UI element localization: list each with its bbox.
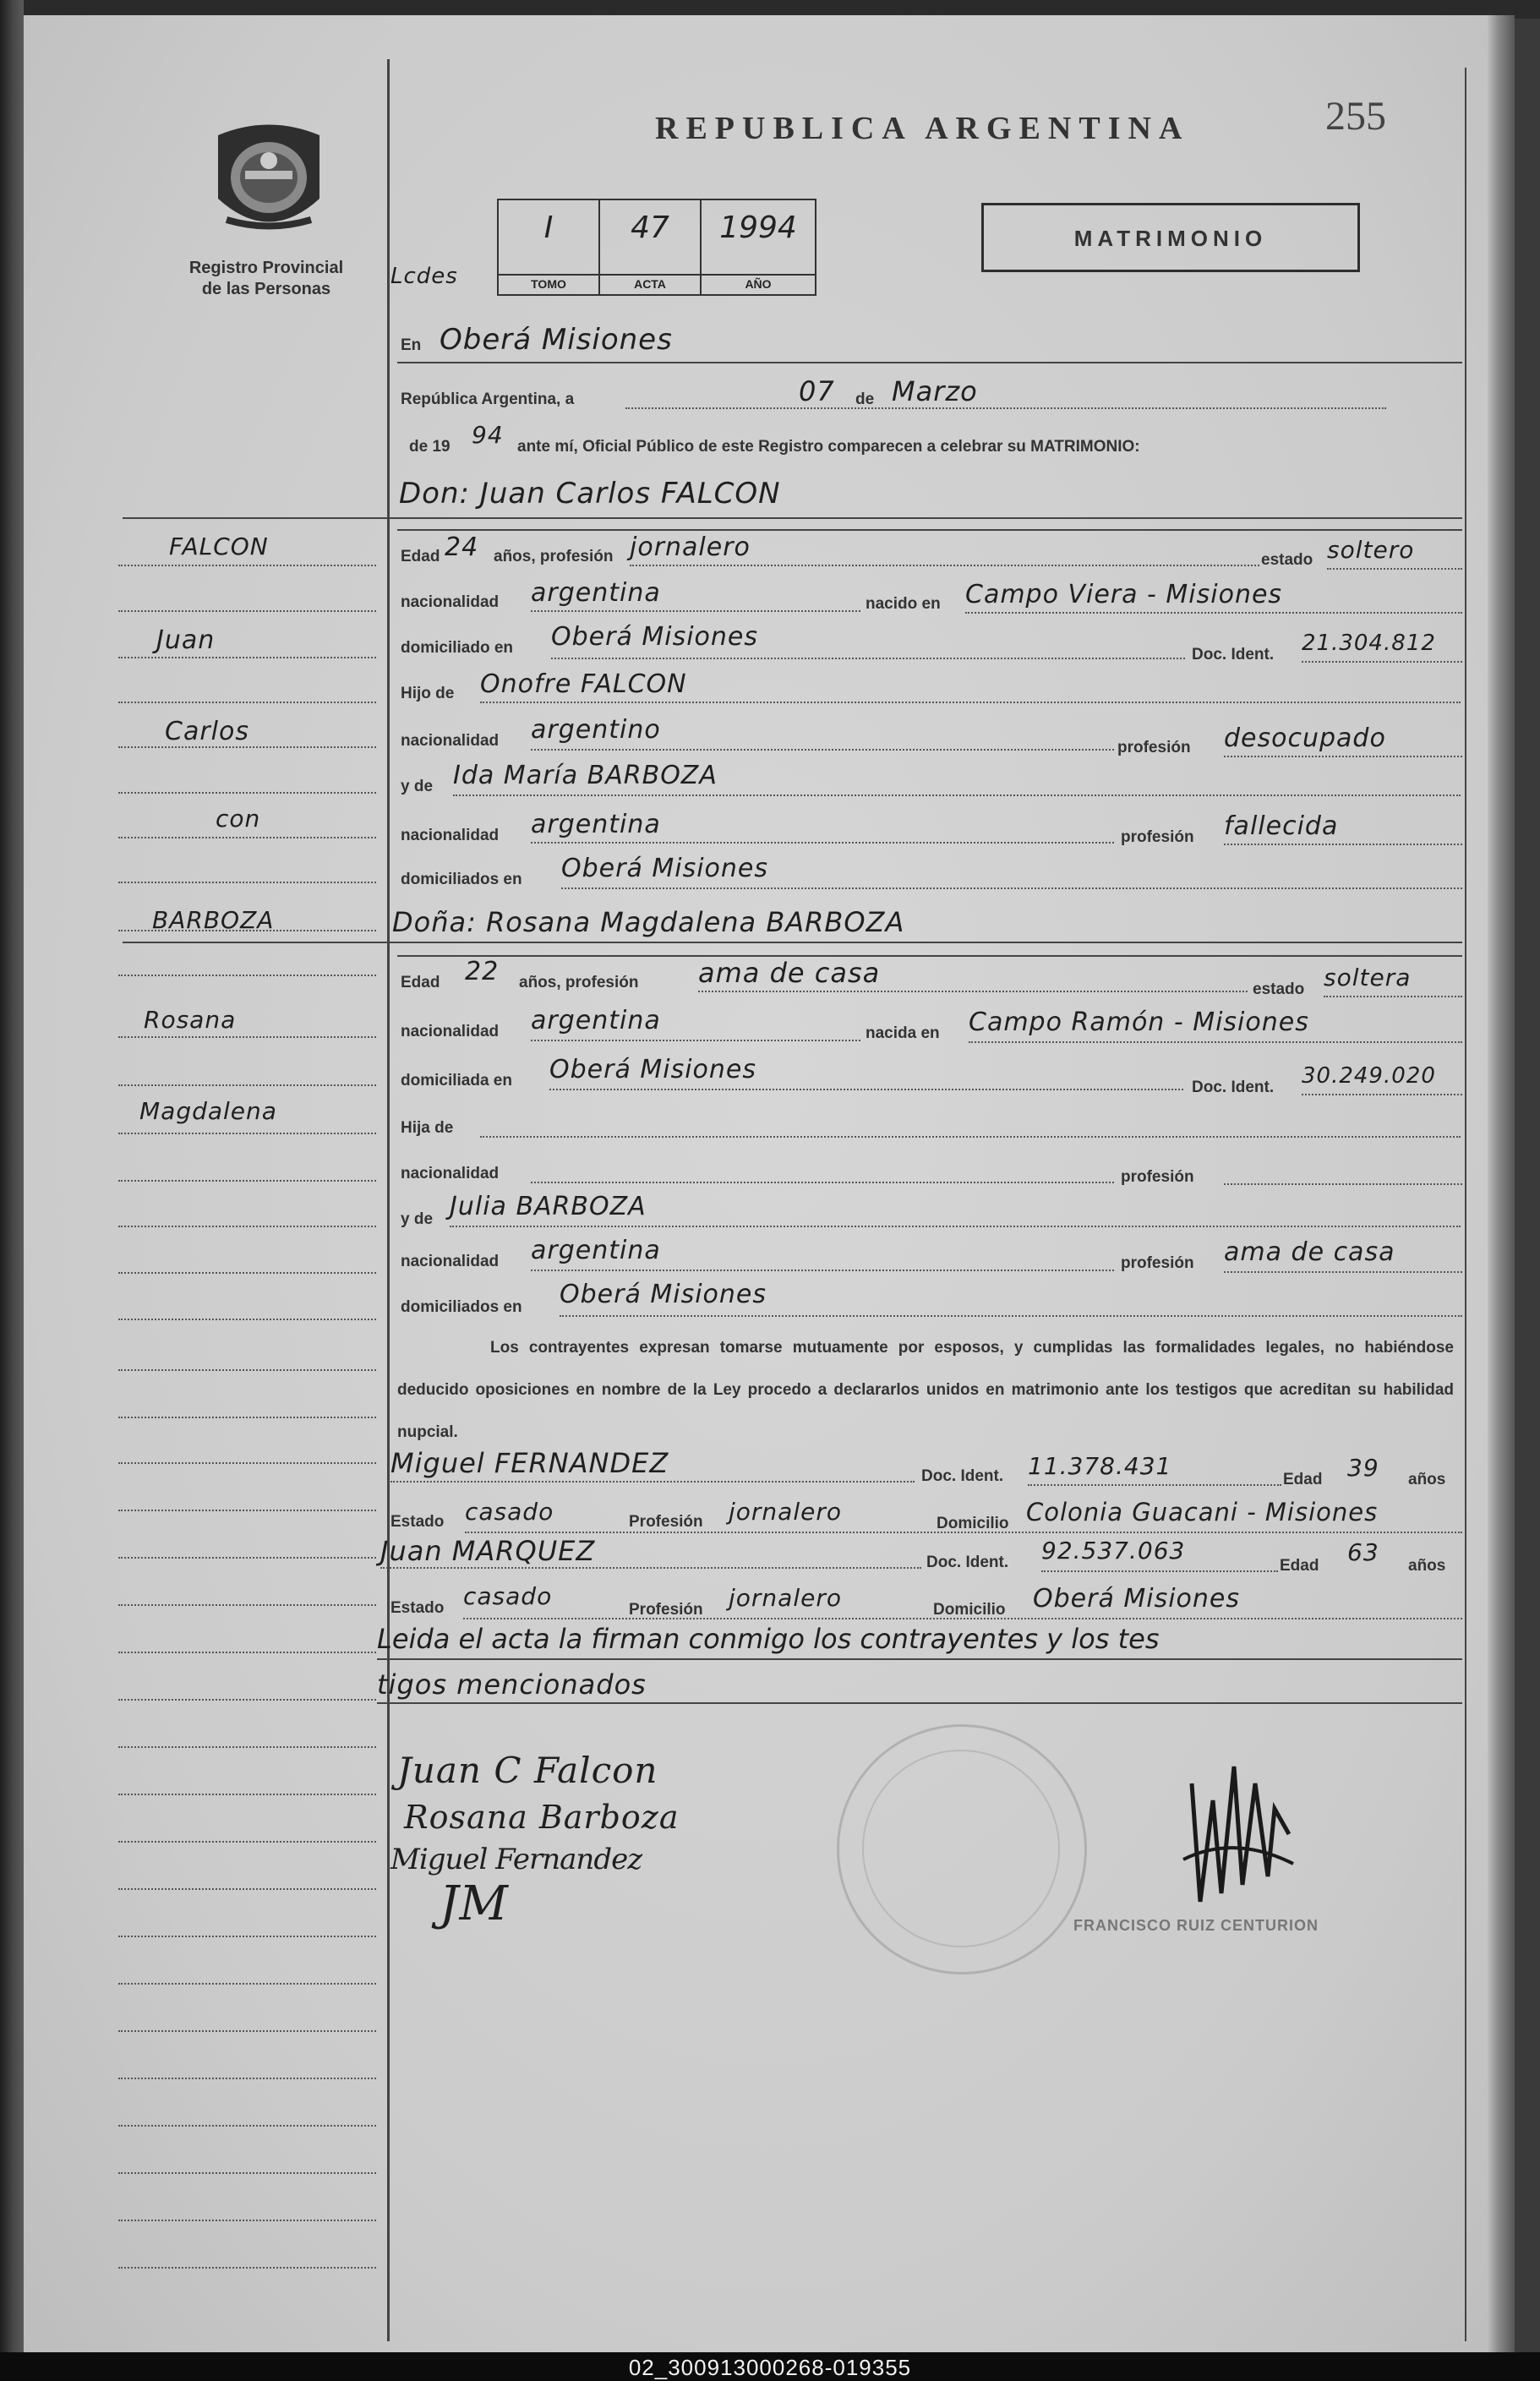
margin-line [118, 1084, 376, 1086]
witness2-name: Juan MARQUEZ [380, 1535, 596, 1567]
bride-estado-label: estado [1253, 980, 1305, 998]
registry-name [144, 258, 389, 300]
groom-profession: jornalero [630, 532, 751, 562]
groom-civil-status: soltero [1327, 536, 1415, 564]
groom-doc-label: Doc. Ident. [1192, 646, 1275, 664]
groom-hijo-label: Hijo de [401, 685, 455, 702]
rule [123, 942, 1462, 943]
witness2-doc-label: Doc. Ident. [926, 1554, 1009, 1571]
dotted-line [1224, 1271, 1462, 1273]
margin-line [118, 1652, 376, 1653]
groom-mother-nat-label: nacionalidad [401, 827, 500, 844]
signature-groom: Juan C Falcon [397, 1750, 658, 1791]
margin-note: Lcdes [390, 264, 458, 289]
witness1-name: Miguel FERNANDEZ [390, 1447, 669, 1479]
witness1-doc: 11.378.431 [1028, 1452, 1172, 1480]
dotted-line [453, 795, 1461, 796]
witness1-domicile: Colonia Guacani - Misiones [1026, 1498, 1379, 1526]
margin-line [118, 702, 376, 703]
record-type-label: MATRIMONIO [1073, 226, 1268, 251]
bride-yde-label: y de [401, 1210, 434, 1228]
margin-line [118, 2078, 376, 2079]
witness2-prof-label: Profesión [629, 1601, 703, 1619]
dotted-line [1324, 996, 1462, 997]
groom-parents-dom-label: domiciliados en [401, 871, 522, 888]
rule [397, 529, 1462, 531]
dotted-line [531, 1270, 1114, 1271]
dotted-line [1302, 1094, 1462, 1095]
opening-day: 07 [799, 375, 835, 407]
bride-mother: Julia BARBOZA [450, 1192, 647, 1221]
bride-anos-label: años, profesión [519, 974, 639, 991]
ano-label: AÑO [702, 274, 815, 291]
margin-line [118, 2125, 376, 2127]
dotted-line [531, 842, 1114, 844]
dotted-line [531, 1182, 1114, 1183]
bride-doc-label: Doc. Ident. [1192, 1079, 1275, 1096]
official-signature-icon [1175, 1733, 1302, 1919]
margin-line [118, 1036, 376, 1038]
ano-cell [702, 200, 815, 294]
dotted-line [698, 991, 1248, 992]
bride-civil-status: soltera [1324, 964, 1412, 991]
groom-nacido-label: nacido en [866, 595, 941, 613]
margin-line [118, 1746, 376, 1748]
margin-line [118, 2267, 376, 2269]
margin-line [118, 1936, 376, 1937]
dotted-line [1302, 661, 1462, 663]
witness2-civil-status: casado [463, 1582, 553, 1610]
bride-domicile: Oberá Misiones [549, 1055, 757, 1084]
witness2-profession: jornalero [729, 1584, 842, 1612]
dotted-line [531, 749, 1114, 751]
witness1-anos-label: años [1408, 1471, 1446, 1488]
bride-profession: ama de casa [698, 957, 881, 989]
witness1-estado-label: Estado [390, 1513, 445, 1531]
registry-line-1: Registro Provincial [188, 259, 344, 277]
folio-number: 255 [1325, 94, 1386, 139]
record-type-box [981, 203, 1360, 272]
acta-value: 47 [631, 210, 669, 245]
margin-line [118, 1983, 376, 1985]
groom-father-profession: desocupado [1224, 724, 1386, 753]
dotted-line [625, 407, 1386, 409]
groom-estado-label: estado [1261, 551, 1313, 569]
groom-heading: Don: Juan Carlos FALCON [399, 477, 781, 511]
bride-mother-prof-label: profesión [1121, 1254, 1194, 1272]
margin-line [118, 746, 376, 748]
groom-yde-label: y de [401, 778, 434, 795]
bride-dom-label: domiciliada en [401, 1072, 512, 1089]
bride-hija-label: Hija de [401, 1119, 454, 1137]
groom-age: 24 [445, 532, 479, 562]
dotted-line [531, 610, 860, 612]
tomo-cell [499, 200, 600, 294]
margin-line [118, 1417, 376, 1418]
margin-line [118, 792, 376, 794]
bride-father-prof-label: profesión [1121, 1168, 1194, 1186]
dotted-line [1224, 756, 1462, 757]
witness1-prof-label: Profesión [629, 1513, 703, 1531]
country-title: REPUBLICA ARGENTINA [655, 111, 1190, 146]
witness2-edad-label: Edad [1280, 1557, 1319, 1575]
dotted-line [630, 565, 1259, 566]
dotted-line [480, 1136, 1461, 1138]
witness1-doc-label: Doc. Ident. [921, 1467, 1004, 1485]
groom-father-prof-label: profesión [1117, 739, 1191, 756]
official-stamp-inner [862, 1750, 1060, 1947]
groom-mother-nationality: argentina [531, 810, 661, 839]
dotted-line [1028, 1484, 1281, 1486]
bride-mother-profession: ama de casa [1224, 1237, 1395, 1267]
witness2-age: 63 [1347, 1538, 1379, 1566]
dotted-line [1224, 844, 1462, 845]
dotted-line [1224, 1183, 1462, 1185]
groom-mother-prof-label: profesión [1121, 828, 1194, 846]
groom-nat-label: nacionalidad [401, 593, 500, 611]
margin-line [118, 1226, 376, 1227]
witness1-profession: jornalero [729, 1498, 842, 1526]
opening-statement: ante mí, Oficial Público de este Registro comparecen a celebrar su MATRIMONIO: [517, 438, 1140, 456]
bride-nationality: argentina [531, 1006, 661, 1035]
groom-dom-label: domiciliado en [401, 639, 514, 657]
margin-line [118, 657, 376, 658]
margin-line [118, 1462, 376, 1464]
witness2-doc: 92.537.063 [1041, 1537, 1186, 1565]
margin-line [118, 1133, 376, 1134]
dotted-line [465, 1532, 1462, 1533]
legal-text: Los contrayentes expresan tomarse mutuamente por esposos, y cumplidas las formalidades legales, no habiéndose deducido oposiciones en nombre de la Ley procedo a declararlos unidos en matrimonio ante los testigos que acreditan su habilidad nupcial. [397, 1339, 1454, 1441]
tomo-value: I [543, 210, 554, 245]
groom-parents-domicile: Oberá Misiones [561, 854, 769, 883]
dotted-line [551, 658, 1185, 659]
bride-edad-label: Edad [401, 974, 440, 991]
year-prefix: de 19 [409, 438, 451, 456]
dotted-line [1327, 568, 1462, 570]
acta-cell [600, 200, 702, 294]
dotted-line [560, 1315, 1462, 1317]
dotted-line [450, 1226, 1461, 1227]
image-id-caption: 02_300913000268-019355 [628, 2355, 912, 2380]
margin-line [118, 1604, 376, 1606]
tomo-label: TOMO [499, 274, 598, 291]
margin-connector: con [216, 805, 261, 833]
rule [377, 1658, 1462, 1660]
en-label: En [401, 336, 422, 354]
page-edge [1488, 15, 1515, 2352]
right-border [1465, 68, 1466, 2341]
groom-domicile: Oberá Misiones [551, 622, 759, 652]
witness2-anos-label: años [1408, 1557, 1446, 1575]
signature-witness2: JM [440, 1876, 509, 1931]
witness1-civil-status: casado [465, 1498, 554, 1526]
witness2-estado-label: Estado [390, 1599, 445, 1617]
bride-father-nat-label: nacionalidad [401, 1165, 500, 1182]
margin-line [118, 882, 376, 883]
groom-mother-profession: fallecida [1224, 811, 1339, 841]
margin-line [118, 1272, 376, 1274]
witness1-dom-label: Domicilio [937, 1515, 1009, 1532]
margin-line [118, 1319, 376, 1320]
groom-father: Onofre FALCON [480, 669, 687, 699]
signature-bride: Rosana Barboza [404, 1799, 680, 1836]
ano-value: 1994 [719, 210, 797, 245]
rule [397, 362, 1462, 363]
groom-anos-label: años, profesión [494, 548, 614, 565]
bride-mother-nat-label: nacionalidad [401, 1253, 500, 1270]
opening-place: Oberá Misiones [440, 323, 673, 357]
bride-parents-domicile: Oberá Misiones [560, 1280, 767, 1309]
bride-nacida-label: nacida en [866, 1024, 940, 1042]
margin-line [118, 1888, 376, 1890]
rule [123, 517, 1462, 519]
margin-line [118, 2172, 376, 2174]
bride-heading: Doña: Rosana Magdalena BARBOZA [392, 906, 905, 938]
margin-line [118, 565, 376, 566]
book-spine [0, 0, 24, 2381]
bride-doc: 30.249.020 [1302, 1063, 1436, 1089]
margin-bride-name2: Magdalena [139, 1097, 277, 1125]
groom-father-nationality: argentino [531, 715, 661, 745]
margin-line [118, 1510, 376, 1511]
dotted-line [531, 1040, 860, 1041]
republica-label: República Argentina, a [401, 390, 575, 408]
groom-mother: Ida María BARBOZA [453, 761, 718, 790]
closing-line-2: tigos mencionados [377, 1668, 647, 1701]
margin-line [118, 1794, 376, 1795]
closing-line-1: Leida el acta la firman conmigo los contrayentes y los tes [377, 1623, 1160, 1655]
bride-parents-dom-label: domiciliados en [401, 1298, 522, 1316]
margin-line [118, 2220, 376, 2221]
dotted-line [1041, 1570, 1278, 1572]
official-name: FRANCISCO RUIZ CENTURION [1073, 1917, 1319, 1934]
provincial-seal-icon [201, 118, 336, 241]
margin-line [118, 2030, 376, 2032]
witness2-domicile: Oberá Misiones [1033, 1584, 1241, 1614]
signature-witness1: Miguel Fernandez [390, 1843, 642, 1876]
witness1-edad-label: Edad [1283, 1471, 1323, 1488]
margin-divider [387, 59, 390, 2341]
bride-nat-label: nacionalidad [401, 1023, 500, 1040]
margin-line [118, 1369, 376, 1371]
margin-line [118, 1180, 376, 1182]
groom-doc: 21.304.812 [1302, 631, 1436, 656]
dotted-line [380, 1567, 921, 1569]
margin-groom-name2: Carlos [165, 717, 249, 746]
margin-bride-name1: Rosana [144, 1006, 237, 1034]
rule [397, 955, 1462, 957]
dotted-line [965, 612, 1462, 614]
margin-groom-name1: Juan [156, 625, 216, 655]
bride-birthplace: Campo Ramón - Misiones [969, 1008, 1309, 1037]
opening-month: Marzo [892, 375, 978, 407]
dotted-line [480, 702, 1461, 703]
tomo-acta-ano-box [497, 199, 816, 296]
dotted-line [390, 1481, 915, 1483]
dotted-line [969, 1041, 1462, 1043]
margin-line [118, 1557, 376, 1559]
bride-mother-nationality: argentina [531, 1236, 661, 1265]
dotted-line [463, 1618, 1462, 1619]
witness2-dom-label: Domicilio [933, 1601, 1006, 1619]
registry-line-2: de las Personas [201, 280, 331, 298]
groom-father-nat-label: nacionalidad [401, 732, 500, 750]
bride-age: 22 [465, 957, 500, 986]
de-label: de [855, 390, 875, 408]
margin-line [118, 610, 376, 612]
acta-label: ACTA [600, 274, 700, 291]
witness1-age: 39 [1347, 1454, 1379, 1482]
margin-line [118, 1841, 376, 1843]
groom-birthplace: Campo Viera - Misiones [965, 580, 1283, 609]
groom-edad-label: Edad [401, 548, 440, 565]
dotted-line [549, 1089, 1183, 1090]
margin-line [118, 1699, 376, 1701]
dotted-line [561, 887, 1462, 889]
groom-nationality: argentina [531, 578, 661, 608]
margin-bride-surname: BARBOZA [152, 906, 275, 934]
margin-groom-surname: FALCON [169, 532, 269, 560]
margin-line [118, 975, 376, 976]
year-suffix: 94 [472, 421, 504, 449]
rule [377, 1702, 1462, 1704]
margin-line [118, 837, 376, 838]
